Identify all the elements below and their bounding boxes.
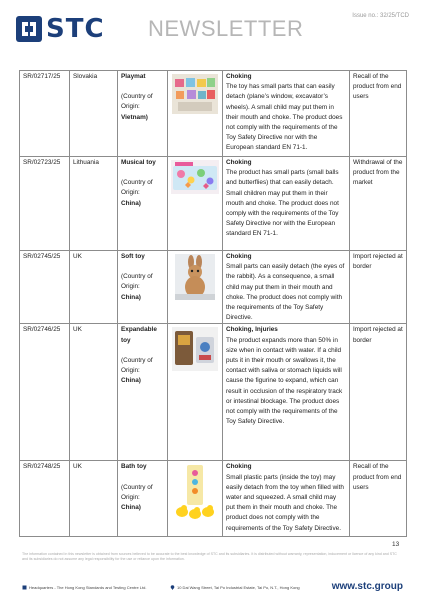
risk-label: Choking [226,463,252,471]
table-row [20,324,407,461]
page-number: 13 [392,541,400,548]
logo-text: STC [46,14,105,44]
product-name: Expandable toy [121,326,157,344]
risk-description: The toy has small parts that can easily detach (plane’s window, excavator’s wheels). A small child may put them in their mouth and choke. The product does not comply with the requirements of the Toy Safety Directive nor with the European standard EN 71-1. [226,83,343,152]
origin-country: China) [121,199,141,207]
country-cell: Slovakia [70,71,118,157]
address-text: 10 Dai Wang Street, Tai Po Industrial Estate, Tai Po, N.T., Hong Kong [177,585,300,590]
website-link[interactable]: www.stc.group [331,581,403,592]
description-cell [223,157,350,251]
description-cell [223,324,350,461]
country-cell: UK [70,324,118,461]
origin-label: (Country of Origin: [121,179,153,197]
risk-description: The product expands more than 50% in size when in contact with water. If a child puts it in their mouth or swallows it, the contact with saliva or stomach liquids will cause the figurine to expand, which can result in occlusion of the respiratory track or intestinal blockage. The product does not comply with the requirements of the Toy Safety Directive. [226,336,343,426]
location-pin-icon [170,585,175,590]
origin-country: China) [121,293,141,301]
origin-country: China) [121,377,141,385]
table-row [20,157,407,251]
address [170,585,300,590]
product-cell [118,461,168,537]
risk-label: Choking [226,253,252,260]
building-icon [22,585,27,590]
country-cell: UK [70,461,118,537]
recall-table [19,70,407,537]
table-row [20,251,407,324]
origin-country: Vietnam) [121,113,148,121]
product-name: Musical toy [121,159,156,166]
bath-toy-photo [174,464,216,522]
playmat-photo [172,74,218,114]
description-cell [223,461,350,537]
table-row [20,461,407,537]
reference-cell: SR/02748/25 [20,461,70,537]
product-cell [118,324,168,461]
product-name: Soft toy [121,253,145,260]
origin-label: (Country of Origin: [121,356,153,375]
product-cell [118,157,168,251]
origin-label: (Country of Origin: [121,93,153,111]
expandable-toy-photo [172,327,218,371]
headquarters-text: Headquarters - The Hong Kong Standards and Testing Centre Ltd. [29,585,147,590]
table-row [20,71,407,157]
stc-logo-icon [16,16,42,42]
country-cell: UK [70,251,118,324]
image-cell [168,71,223,157]
reference-cell: SR/02745/25 [20,251,70,324]
country-cell: Lithuania [70,157,118,251]
measure-cell: Import rejected at border [350,251,407,324]
reference-cell: SR/02746/25 [20,324,70,461]
product-name: Playmat [121,73,146,80]
risk-description: Small parts can easily detach (the eyes of the rabbit). As a consequence, a small child may put them in their mouth and choke. The product does not comply with the requirements of the Toy Safety Directive. [226,263,345,322]
origin-label: (Country of Origin: [121,273,153,291]
soft-toy-photo [175,254,215,300]
product-cell [118,71,168,157]
image-cell [168,157,223,251]
product-cell [118,251,168,324]
measure-cell: Recall of the product from end users [350,71,407,157]
issue-number: Issue no.: 32/25/TCD [352,13,409,19]
origin-country: China) [121,504,141,512]
musical-toy-photo [171,160,219,194]
newsletter-title: NEWSLETTER [148,16,304,41]
stc-logo [16,16,105,42]
reference-cell: SR/02723/25 [20,157,70,251]
page-header [0,0,425,62]
image-cell [168,461,223,537]
description-cell [223,251,350,324]
risk-label: Choking [226,73,252,80]
origin-label: (Country of Origin: [121,483,153,501]
risk-label: Choking, Injuries [226,326,278,334]
reference-cell: SR/02717/25 [20,71,70,157]
image-cell [168,324,223,461]
page-footer [0,578,425,600]
risk-label: Choking [226,159,252,166]
risk-description: Small plastic parts (inside the toy) may easily detach from the toy when filled with water and squeezed. A small child may put them in their mouth and choke. The product does not comply with the requirements of the Toy Safety Directive. [226,473,344,532]
product-name: Bath toy [121,463,147,471]
risk-description: The product has small parts (small balls and butterflies) that can easily detach. Small children may put them in their mouth and choke. The product does not comply with the requirements of the Toy Safety Directive nor with the European standard EN 71-1. [226,169,339,238]
measure-cell: Import rejected at border [350,324,407,461]
headquarters [22,585,146,590]
description-cell [223,71,350,157]
measure-cell: Recall of the product from end users [350,461,407,537]
image-cell [168,251,223,324]
disclaimer: The information contained in this newsletter is obtained from sources believed to be accurate to the best knowledge of STC and its subsidiaries. It is distributed without warranty, representation, inducement or licence of any kind and STC and its subsidiaries do not assume any legal responsibility for the use or reliance upon the information. [22,552,397,561]
measure-cell: Withdrawal of the product from the market [350,157,407,251]
